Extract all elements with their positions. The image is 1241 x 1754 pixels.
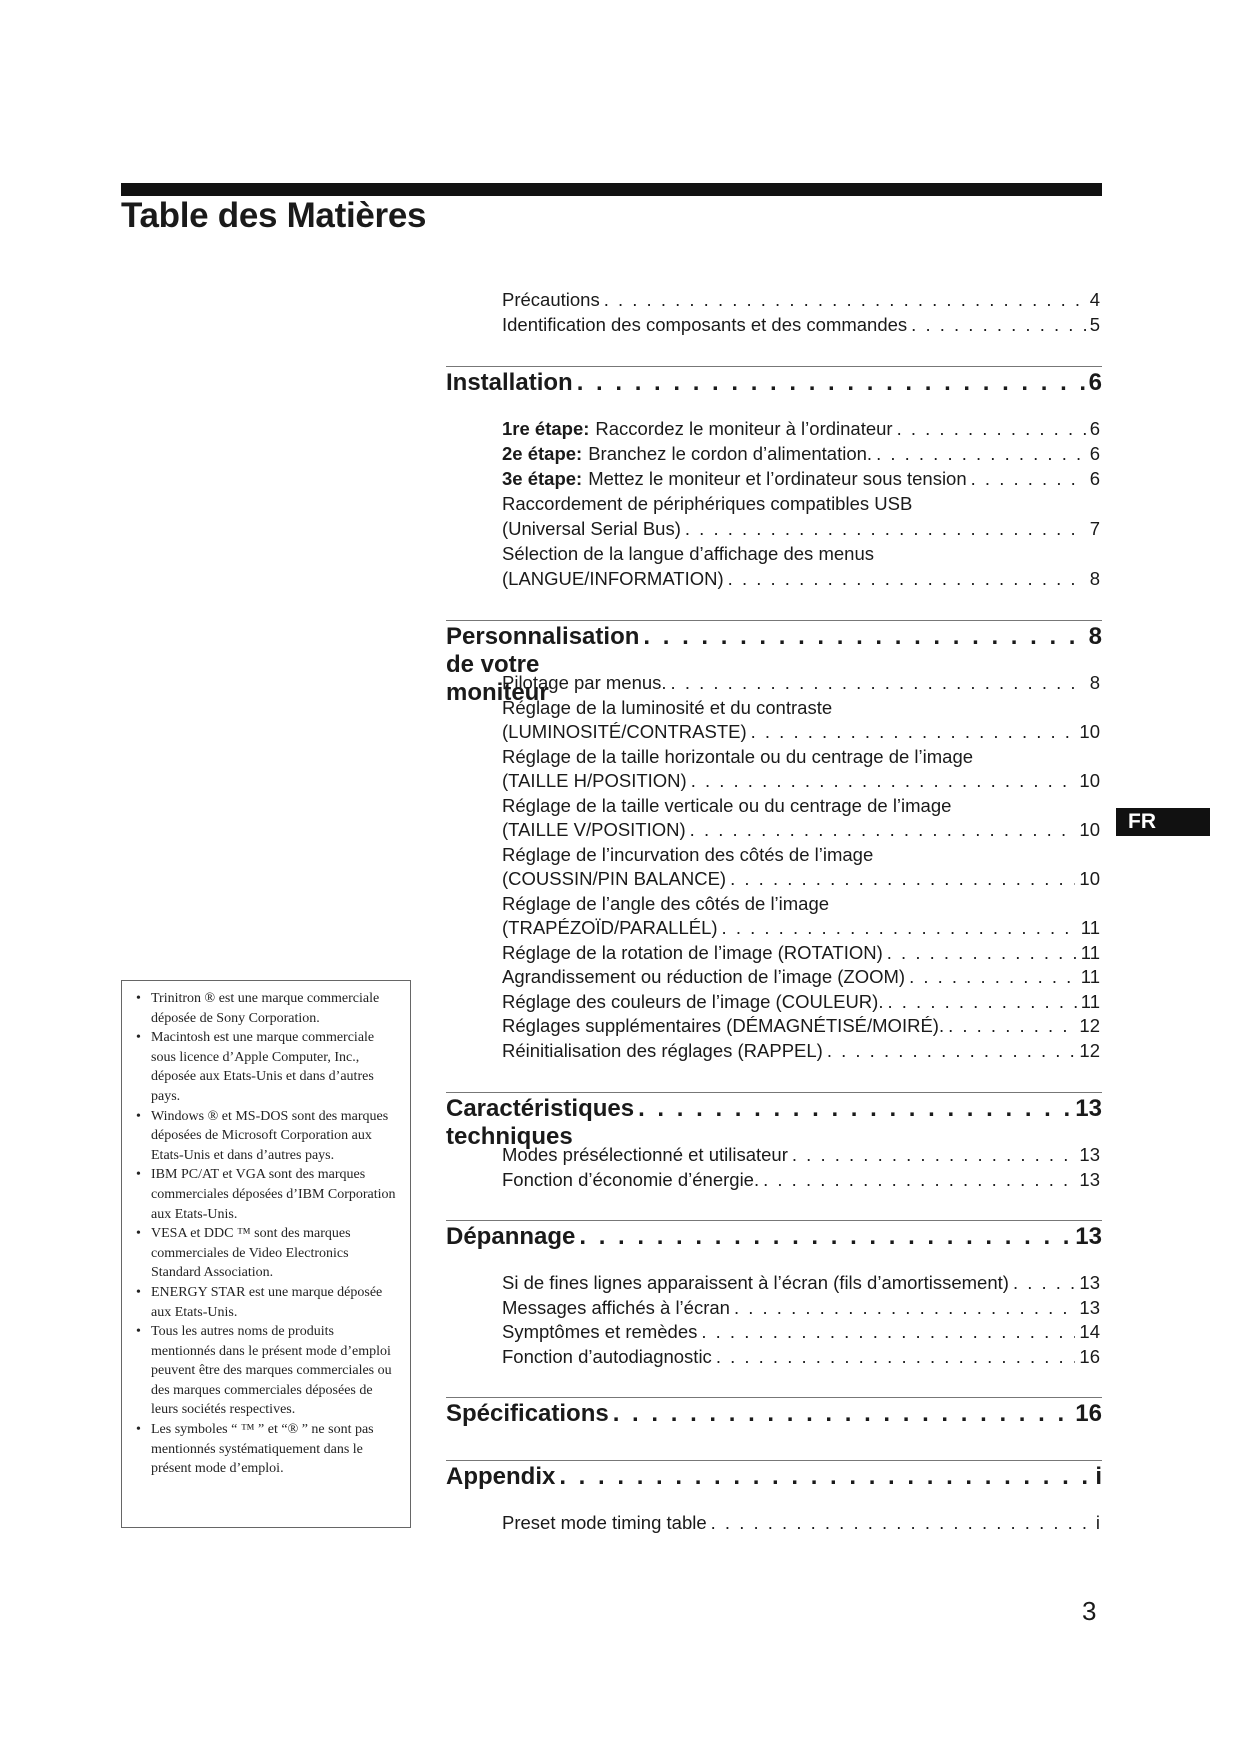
- toc-entry-line1[interactable]: Sélection de la langue d’affichage des menus: [502, 543, 874, 564]
- toc-entry[interactable]: [502, 416, 1100, 441]
- leader-dots: [604, 287, 1086, 312]
- toc-entry-line1[interactable]: Réglage de la taille horizontale ou du centrage de l’image: [502, 746, 974, 767]
- toc-entry-page: 8: [1089, 568, 1100, 589]
- toc-entry[interactable]: [502, 516, 1100, 541]
- leader-dots: [690, 817, 1076, 842]
- toc-entry-label: (TAILLE V/POSITION): [502, 819, 686, 840]
- toc-entry-label: Si de fines lignes apparaissent à l’écran (fils d’amortissement): [502, 1272, 1009, 1293]
- section-page: 16: [1075, 1400, 1102, 1427]
- toc-entry-page: 13: [1079, 1144, 1100, 1165]
- toc-entry[interactable]: [502, 817, 1100, 842]
- toc-entry[interactable]: [502, 670, 1100, 695]
- toc-entry-line1[interactable]: Réglage de la taille verticale ou du centrage de l’image: [502, 795, 952, 816]
- note-item: • ENERGY STAR est une marque déposée aux Etats-Unis.: [134, 1283, 400, 1322]
- leader-dots: [577, 369, 1085, 397]
- leader-dots: [897, 416, 1086, 441]
- section-title: Caractéristiques techniques: [446, 1095, 635, 1150]
- toc-entry[interactable]: [502, 768, 1100, 793]
- toc-entry-page: 10: [1079, 770, 1100, 791]
- leader-dots: [948, 1013, 1075, 1038]
- toc-entry[interactable]: [502, 1510, 1100, 1535]
- toc-entry-page: i: [1095, 1512, 1100, 1533]
- toc-entry-page: 13: [1079, 1169, 1100, 1190]
- note-item: • Tous les autres noms de produits mentionnés dans le présent mode d’emploi peuvent être des marques commerciales ou des marques commerciales déposées de leurs sociétés respectives.: [134, 1322, 400, 1420]
- toc-entry[interactable]: [502, 964, 1100, 989]
- toc-entry[interactable]: [502, 566, 1100, 591]
- toc-entry[interactable]: [502, 1270, 1100, 1295]
- leader-dots: [559, 1463, 1091, 1491]
- step-label: 2e étape:: [502, 443, 583, 464]
- toc-entry-page: 11: [1080, 966, 1100, 987]
- toc-entry[interactable]: [502, 1038, 1100, 1063]
- toc-entry-page: 8: [1089, 672, 1100, 693]
- language-tab: FR: [1116, 808, 1210, 836]
- toc-entry-label: Réglage de la rotation de l’image (ROTATION): [502, 942, 883, 963]
- leader-dots: [751, 719, 1076, 744]
- note-item: • Windows ® et MS-DOS sont des marques déposées de Microsoft Corporation aux Etats-Unis et dans d’autres pays.: [134, 1107, 400, 1166]
- section-page: 6: [1088, 369, 1102, 396]
- leader-dots: [722, 915, 1077, 940]
- toc-entry-page: 7: [1089, 518, 1100, 539]
- leader-dots: [887, 989, 1076, 1014]
- toc-entry[interactable]: [502, 866, 1100, 891]
- toc-entry-label: Réglage des couleurs de l’image (COULEUR).: [502, 991, 884, 1012]
- toc-entry-label: Précautions: [502, 289, 600, 310]
- leader-dots: [827, 1038, 1076, 1063]
- page-number: 3: [1082, 1596, 1097, 1626]
- leader-dots: [728, 566, 1086, 591]
- toc-entry-label: Agrandissement ou réduction de l’image (ZOOM): [502, 966, 906, 987]
- leader-dots: [971, 466, 1086, 491]
- leader-dots: [691, 768, 1076, 793]
- toc-entry-label: (TRAPÉZOÏD/PARALLÉL): [502, 917, 718, 938]
- toc-entry[interactable]: [502, 441, 1100, 466]
- section-title: Spécifications: [446, 1400, 609, 1427]
- leader-dots: [911, 312, 1086, 337]
- toc-entry-line1[interactable]: Réglage de la luminosité et du contraste: [502, 697, 833, 718]
- toc-entry[interactable]: [502, 1013, 1100, 1038]
- leader-dots: [730, 866, 1075, 891]
- section-page: 13: [1075, 1095, 1102, 1122]
- toc-entry-page: 13: [1079, 1272, 1100, 1293]
- toc-entry[interactable]: [502, 915, 1100, 940]
- toc-entry[interactable]: [502, 1142, 1100, 1167]
- toc-entry-label: Symptômes et remèdes: [502, 1321, 698, 1342]
- section-title: Personnalisation de votre moniteur: [446, 623, 640, 706]
- note-item: • VESA et DDC ™ sont des marques commerciales de Video Electronics Standard Association.: [134, 1224, 400, 1283]
- leader-dots: [685, 516, 1086, 541]
- toc-entry[interactable]: [502, 312, 1100, 337]
- leader-dots: [792, 1142, 1076, 1167]
- leader-dots: [711, 1510, 1092, 1535]
- leader-dots: [613, 1400, 1072, 1428]
- section-appendix[interactable]: [446, 1460, 1102, 1497]
- page-title: Table des Matières: [121, 196, 427, 235]
- toc-entry[interactable]: [502, 466, 1100, 491]
- toc-entry-label: Fonction d’autodiagnostic: [502, 1346, 712, 1367]
- leader-dots: [734, 1295, 1075, 1320]
- toc-entry-label: Modes présélectionné et utilisateur: [502, 1144, 788, 1165]
- section-title: Installation: [446, 369, 573, 396]
- section-installation[interactable]: [446, 366, 1102, 403]
- toc-entry-label: Réglages supplémentaires (DÉMAGNÉTISÉ/MOIRÉ).: [502, 1015, 945, 1036]
- toc-entry-page: 11: [1080, 942, 1100, 963]
- note-item: • Macintosh est une marque commerciale sous licence d’Apple Computer, Inc., déposée aux Etats-Unis et dans d’autres pays.: [134, 1028, 400, 1106]
- toc-entry-page: 10: [1079, 721, 1100, 742]
- leader-dots: [701, 1319, 1075, 1344]
- toc-entry-label: Pilotage par menus.: [502, 672, 667, 693]
- toc-entry-label: Branchez le cordon d’alimentation.: [588, 443, 873, 464]
- leader-dots: [643, 623, 1084, 651]
- toc-entry-line1[interactable]: Raccordement de périphériques compatibles USB: [502, 493, 913, 514]
- toc-entry[interactable]: [502, 287, 1100, 312]
- toc-entry[interactable]: [502, 989, 1100, 1014]
- toc-entry-label: (LANGUE/INFORMATION): [502, 568, 724, 589]
- section-specifications[interactable]: [446, 1397, 1102, 1434]
- toc-entry-page: 5: [1089, 314, 1100, 335]
- toc-entry-label: Réinitialisation des réglages (RAPPEL): [502, 1040, 823, 1061]
- toc-entry-label: Fonction d’économie d’énergie.: [502, 1169, 760, 1190]
- toc-entry-label: Identification des composants et des commandes: [502, 314, 908, 335]
- toc-entry-page: 11: [1080, 917, 1100, 938]
- toc-entry[interactable]: [502, 940, 1100, 965]
- toc-entry-label: Raccordez le moniteur à l’ordinateur: [595, 418, 893, 439]
- toc-entry[interactable]: [502, 1167, 1100, 1192]
- section-page: 8: [1088, 623, 1102, 650]
- toc-entry-page: 11: [1080, 991, 1100, 1012]
- toc-entry-page: 6: [1089, 443, 1100, 464]
- toc-entry-label: (Universal Serial Bus): [502, 518, 681, 539]
- section-depannage[interactable]: [446, 1220, 1102, 1257]
- toc-entry-page: 10: [1079, 819, 1100, 840]
- section-title: Dépannage: [446, 1223, 576, 1250]
- leader-dots: [638, 1095, 1071, 1123]
- toc-entry-label: (LUMINOSITÉ/CONTRASTE): [502, 721, 747, 742]
- toc-entry-label: (COUSSIN/PIN BALANCE): [502, 868, 727, 889]
- header-rule: [121, 183, 1102, 196]
- toc-entry-label: Messages affichés à l’écran: [502, 1297, 730, 1318]
- toc-entry-page: 6: [1089, 418, 1100, 439]
- toc-entry-page: 12: [1079, 1015, 1100, 1036]
- step-label: 3e étape:: [502, 468, 583, 489]
- leader-dots: [763, 1167, 1075, 1192]
- leader-dots: [671, 670, 1086, 695]
- toc-entry[interactable]: [502, 1344, 1100, 1369]
- toc-entry-page: 14: [1079, 1321, 1100, 1342]
- leader-dots: [716, 1344, 1076, 1369]
- toc-entry-line1[interactable]: Réglage de l’incurvation des côtés de l’image: [502, 844, 874, 865]
- toc-entry-page: 13: [1079, 1297, 1100, 1318]
- section-page: i: [1095, 1463, 1102, 1490]
- step-label: 1re étape:: [502, 418, 590, 439]
- toc-entry-page: 16: [1079, 1346, 1100, 1367]
- toc-entry[interactable]: [502, 1295, 1100, 1320]
- toc-entry-page: 10: [1079, 868, 1100, 889]
- leader-dots: [579, 1223, 1071, 1251]
- toc-entry-label: Preset mode timing table: [502, 1512, 707, 1533]
- note-item: • Trinitron ® est une marque commerciale déposée de Sony Corporation.: [134, 989, 400, 1028]
- toc-entry-page: 4: [1089, 289, 1100, 310]
- trademark-notes-box: [121, 980, 411, 1528]
- section-page: 13: [1075, 1223, 1102, 1250]
- toc-entry-line1[interactable]: Réglage de l’angle des côtés de l’image: [502, 893, 830, 914]
- toc-entry[interactable]: [502, 1319, 1100, 1344]
- note-item: • IBM PC/AT et VGA sont des marques commerciales déposées d’IBM Corporation aux Etats-Unis.: [134, 1165, 400, 1224]
- leader-dots: [887, 940, 1077, 965]
- note-item: • Les symboles “ ™ ” et “® ” ne sont pas mentionnés systématiquement dans le présent mode d’emploi.: [134, 1420, 400, 1479]
- toc-entry[interactable]: [502, 719, 1100, 744]
- leader-dots: [909, 964, 1077, 989]
- toc-entry-page: 12: [1079, 1040, 1100, 1061]
- toc-entry-label: Mettez le moniteur et l’ordinateur sous tension: [588, 468, 967, 489]
- section-title: Appendix: [446, 1463, 556, 1490]
- section-caracteristiques[interactable]: [446, 1092, 1102, 1150]
- toc-entry-page: 6: [1089, 468, 1100, 489]
- toc-entry-label: (TAILLE H/POSITION): [502, 770, 687, 791]
- leader-dots: [1013, 1270, 1075, 1295]
- leader-dots: [876, 441, 1086, 466]
